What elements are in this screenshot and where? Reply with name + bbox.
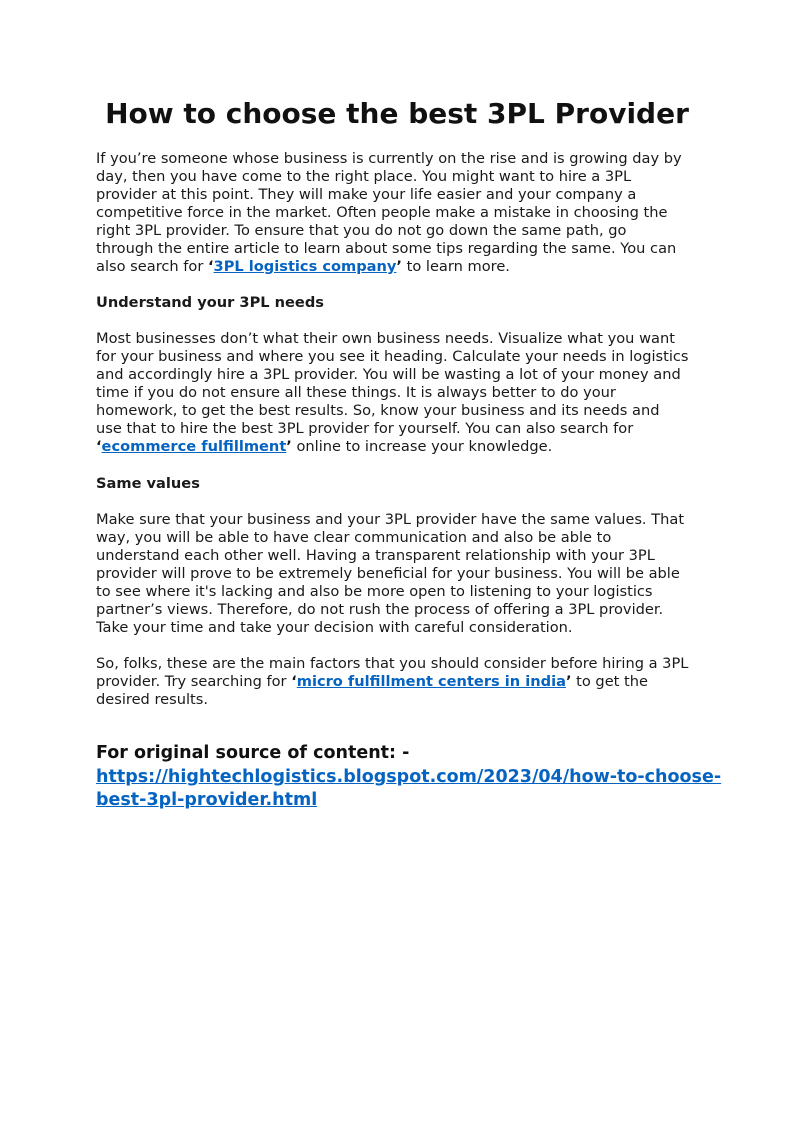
needs-line-2: for your business and where you see it heading. Calculate your needs in logistics [96, 348, 689, 365]
conclusion-line-3: desired results. [96, 691, 208, 708]
values-line-6: partner’s views. Therefore, do not rush the process of offering a 3PL provider. [96, 601, 664, 618]
needs-line-5: homework, to get the best results. So, know your business and its needs and [96, 402, 660, 419]
intro-line-2: day, then you have come to the right place. You might want to hire a 3PL [96, 168, 632, 185]
intro-last-prefix: also search for [96, 258, 208, 275]
conclusion-suffix: to get the [571, 673, 648, 690]
section-heading-values: Same values [96, 475, 200, 492]
intro-line-7 [96, 258, 706, 276]
micro-fulfillment-centers-link[interactable]: micro fulfillment centers in india [296, 673, 566, 690]
source-link-part-1[interactable]: https://hightechlogistics.blogspot.com/2023/04/how-to-choose- [96, 767, 722, 787]
intro-line-5: right 3PL provider. To ensure that you do not go down the same path, go [96, 222, 627, 239]
quote-open: ‘ [291, 673, 297, 690]
source-link-part-2[interactable]: best-3pl-provider.html [96, 790, 318, 810]
quote-close: ’ [565, 673, 572, 690]
conclusion-line-1: So, folks, these are the main factors that you should consider before hiring a 3PL [96, 655, 689, 672]
values-line-4: provider will prove to be extremely beneficial for your business. You will be able [96, 565, 680, 582]
values-line-5: to see where it's lacking and also be more open to listening to your logistics [96, 583, 653, 600]
intro-line-4: competitive force in the market. Often people make a mistake in choosing the [96, 204, 668, 221]
needs-last-suffix: online to increase your knowledge. [291, 438, 553, 455]
needs-line-7 [96, 438, 706, 456]
intro-line-3: provider at this point. They will make your life easier and your company a [96, 186, 637, 203]
quote-open: ‘ [208, 258, 214, 275]
values-line-7: Take your time and take your decision with careful consideration. [96, 619, 573, 636]
intro-last-suffix: to learn more. [401, 258, 510, 275]
needs-line-3: and accordingly hire a 3PL provider. You will be wasting a lot of your money and [96, 366, 681, 383]
needs-line-1: Most businesses don’t what their own business needs. Visualize what you want [96, 330, 675, 347]
conclusion-line-2 [96, 673, 706, 691]
section-heading-needs: Understand your 3PL needs [96, 294, 324, 311]
source-url-line-2[interactable] [96, 789, 716, 812]
ecommerce-fulfillment-link[interactable]: ecommerce fulfillment [101, 438, 287, 455]
quote-close: ’ [396, 258, 402, 275]
needs-line-6: use that to hire the best 3PL provider for yourself. You can also search for [96, 420, 634, 437]
quote-open: ‘ [96, 438, 102, 455]
intro-line-6: through the entire article to learn about some tips regarding the same. You can [96, 240, 677, 257]
source-url-line-1[interactable] [96, 766, 722, 789]
values-line-2: way, you will be able to have clear communication and also be able to [96, 529, 612, 546]
intro-line-1: If you’re someone whose business is currently on the rise and is growing day by [96, 150, 682, 167]
values-line-3: understand each other well. Having a transparent relationship with your 3PL [96, 547, 655, 564]
source-label: For original source of content: - [96, 743, 410, 763]
3pl-logistics-company-link[interactable]: 3PL logistics company [213, 258, 397, 275]
page-title: How to choose the best 3PL Provider [105, 97, 689, 130]
values-line-1: Make sure that your business and your 3PL provider have the same values. That [96, 511, 685, 528]
needs-line-4: time if you do not ensure all these things. It is always better to do your [96, 384, 616, 401]
conclusion-prefix: provider. Try searching for [96, 673, 292, 690]
quote-close: ’ [286, 438, 292, 455]
